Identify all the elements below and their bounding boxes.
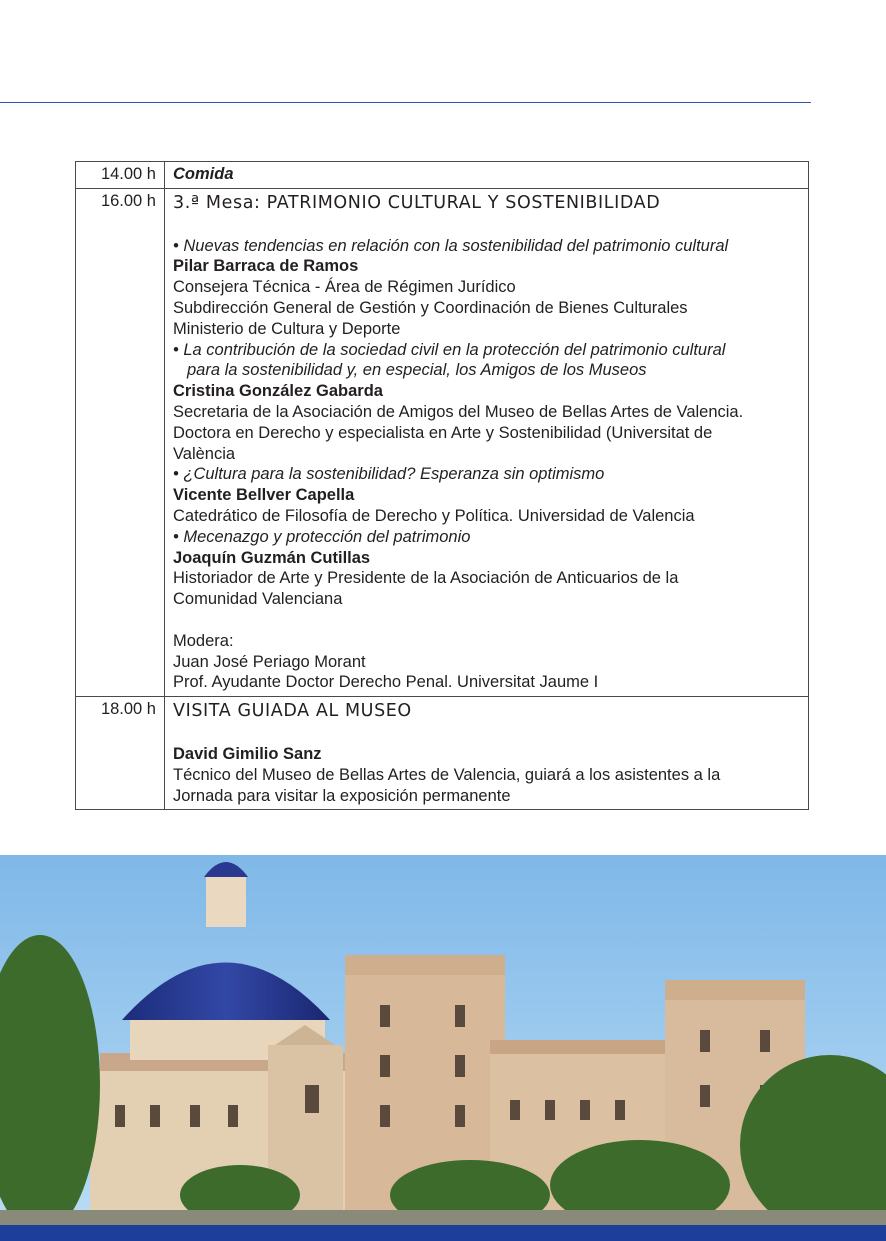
- programme-table: [75, 161, 809, 810]
- time-cell: 16.00 h: [76, 188, 165, 696]
- session-title: 3.ª Mesa: PATRIMONIO CULTURAL Y SOSTENIBILIDAD: [173, 192, 661, 213]
- moderator-role: Prof. Ayudante Doctor Derecho Penal. Universitat Jaume I: [173, 673, 599, 692]
- moderator-name: Juan José Periago Morant: [173, 652, 366, 671]
- speaker-affiliation: Subdirección General de Gestión y Coordinación de Bienes Culturales: [173, 298, 688, 317]
- speaker-name: Vicente Bellver Capella: [173, 486, 355, 505]
- content-cell: [165, 188, 809, 696]
- talk-topic: • Mecenazgo y protección del patrimonio: [173, 527, 471, 546]
- speaker-affiliation: Jornada para visitar la exposición permanente: [173, 786, 511, 805]
- content-cell: [165, 162, 809, 189]
- footer-band: [0, 1225, 886, 1241]
- session-title: VISITA GUIADA AL MUSEO: [173, 701, 412, 722]
- session-title: Comida: [173, 165, 234, 183]
- museum-photo: [0, 855, 886, 1225]
- speaker-affiliation: Ministerio de Cultura y Deporte: [173, 319, 401, 338]
- speaker-affiliation: Comunidad Valenciana: [173, 590, 343, 609]
- talk-topic: • ¿Cultura para la sostenibilidad? Esperanza sin optimismo: [173, 465, 605, 484]
- speaker-affiliation: València: [173, 444, 236, 463]
- speaker-affiliation: Catedrático de Filosofía de Derecho y Política. Universidad de Valencia: [173, 506, 695, 525]
- header-rule: [0, 102, 811, 103]
- speaker-affiliation: Doctora en Derecho y especialista en Arte y Sostenibilidad (Universitat de: [173, 423, 713, 442]
- table-row: [76, 162, 809, 189]
- speaker-name: Joaquín Guzmán Cutillas: [173, 548, 371, 567]
- table-row: [76, 697, 809, 810]
- talk-topic: • La contribución de la sociedad civil en la protección del patrimonio cultural: [173, 340, 726, 359]
- content-cell: [165, 697, 809, 810]
- speaker-affiliation: Historiador de Arte y Presidente de la Asociación de Anticuarios de la: [173, 569, 679, 588]
- speaker-name: Cristina González Gabarda: [173, 382, 383, 401]
- table-row: [76, 188, 809, 696]
- talk-topic: • Nuevas tendencias en relación con la sostenibilidad del patrimonio cultural: [173, 236, 729, 255]
- time-cell: 14.00 h: [76, 162, 165, 189]
- speaker-affiliation: Técnico del Museo de Bellas Artes de Valencia, guiará a los asistentes a la: [173, 765, 721, 784]
- speaker-affiliation: Secretaria de la Asociación de Amigos del Museo de Bellas Artes de Valencia.: [173, 402, 744, 421]
- speaker-affiliation: Consejera Técnica - Área de Régimen Jurídico: [173, 278, 516, 297]
- moderator-label: Modera:: [173, 631, 234, 650]
- time-cell: 18.00 h: [76, 697, 165, 810]
- talk-topic-continued: para la sostenibilidad y, en especial, los Amigos de los Museos: [187, 361, 647, 380]
- speaker-name: David Gimilio Sanz: [173, 744, 322, 763]
- speaker-name: Pilar Barraca de Ramos: [173, 257, 359, 276]
